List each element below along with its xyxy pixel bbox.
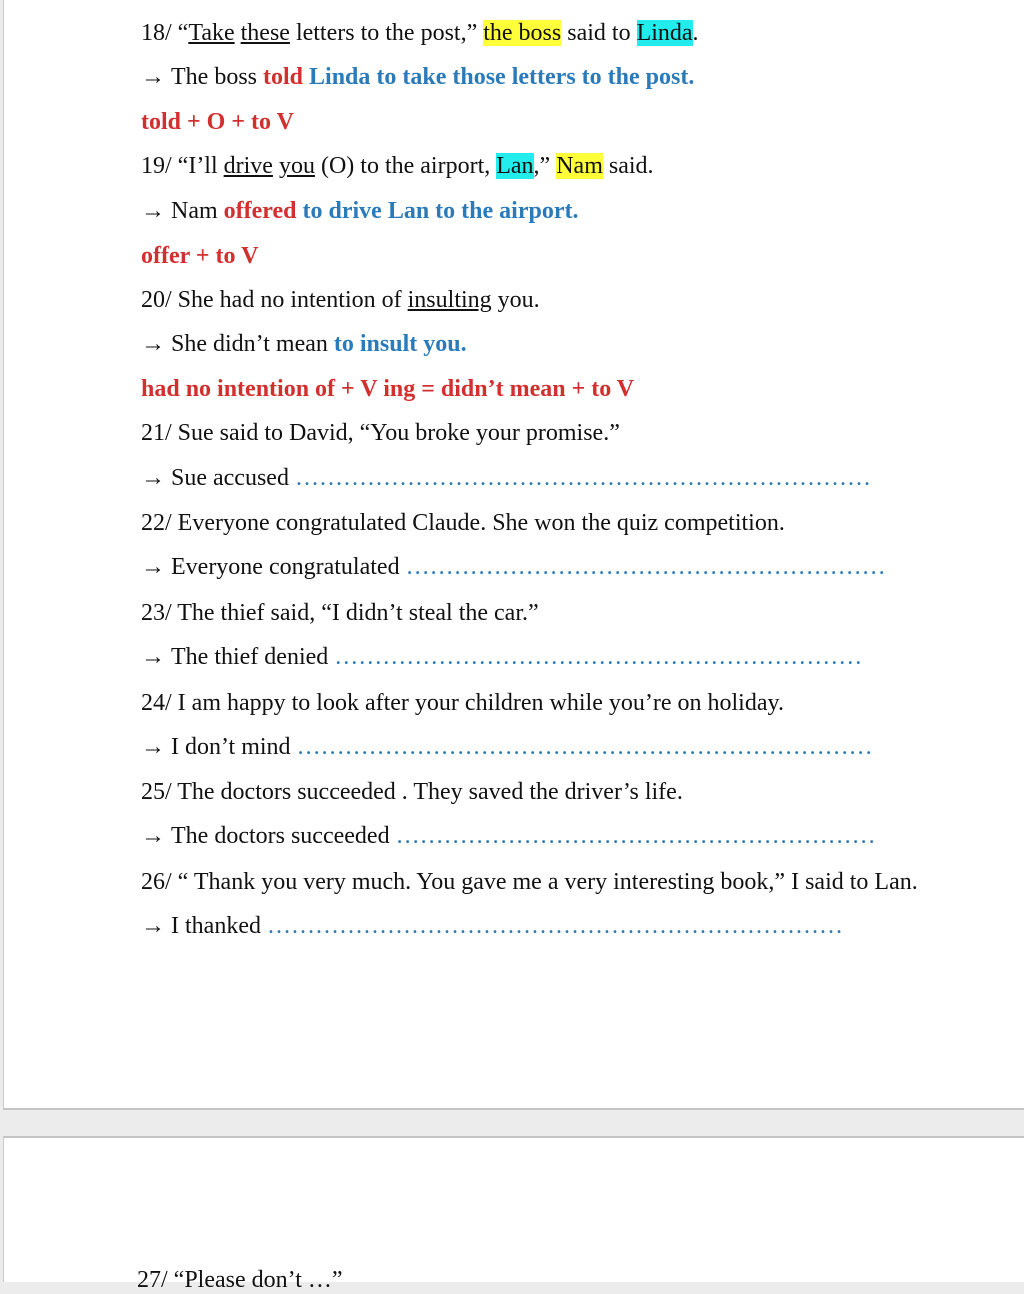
answer-25: → The doctors succeeded …………………………………………………… [141,823,876,849]
next-page [3,1136,1024,1282]
question-20: 20/ She had no intention of insulting you. [141,287,540,313]
answer-19: → Nam offered to drive Lan to the airport. [141,198,579,224]
answer-blank[interactable]: …………………………………………………… [405,554,886,580]
question-22: 22/ Everyone congratulated Claude. She won the quiz competition. [141,510,785,536]
question-26: 26/ “ Thank you very much. You gave me a very interesting book,” I said to Lan. [141,869,918,895]
question-23: 23/ The thief said, “I didn’t steal the car.” [141,600,539,626]
document-page [3,0,1024,1110]
question-19: 19/ “I’ll drive you (O) to the airport, Lan,” Nam said. [141,153,654,179]
rule-19: offer + to V [141,243,259,269]
answer-blank[interactable]: ……………………………………………………………… [266,913,843,939]
next-page-cut-text: 27/ “Please don’t …” [137,1267,343,1293]
question-24: 24/ I am happy to look after your children while you’re on holiday. [141,690,784,716]
rule-20: had no intention of + V ing = didn’t mean + to V [141,376,635,402]
rule-18: told + O + to V [141,109,294,135]
answer-23: → The thief denied ………………………………………………………… [141,644,863,670]
answer-26: → I thanked ……………………………………………………………… [141,913,843,939]
answer-blank[interactable]: …………………………………………………… [395,823,876,849]
question-25: 25/ The doctors succeeded . They saved the driver’s life. [141,779,683,805]
answer-21: → Sue accused ……………………………………………………………… [141,465,871,491]
answer-22: → Everyone congratulated …………………………………………………… [141,554,886,580]
answer-blank[interactable]: ……………………………………………………………… [294,465,871,491]
question-21: 21/ Sue said to David, “You broke your promise.” [141,420,620,446]
question-18: 18/ “Take these letters to the post,” the boss said to Linda. [141,20,699,46]
answer-18: → The boss told Linda to take those letters to the post. [141,64,695,90]
answer-24: → I don’t mind ……………………………………………………………… [141,734,873,760]
answer-blank[interactable]: ……………………………………………………………… [296,734,873,760]
answer-blank[interactable]: ………………………………………………………… [334,644,863,670]
answer-20: → She didn’t mean to insult you. [141,331,467,357]
